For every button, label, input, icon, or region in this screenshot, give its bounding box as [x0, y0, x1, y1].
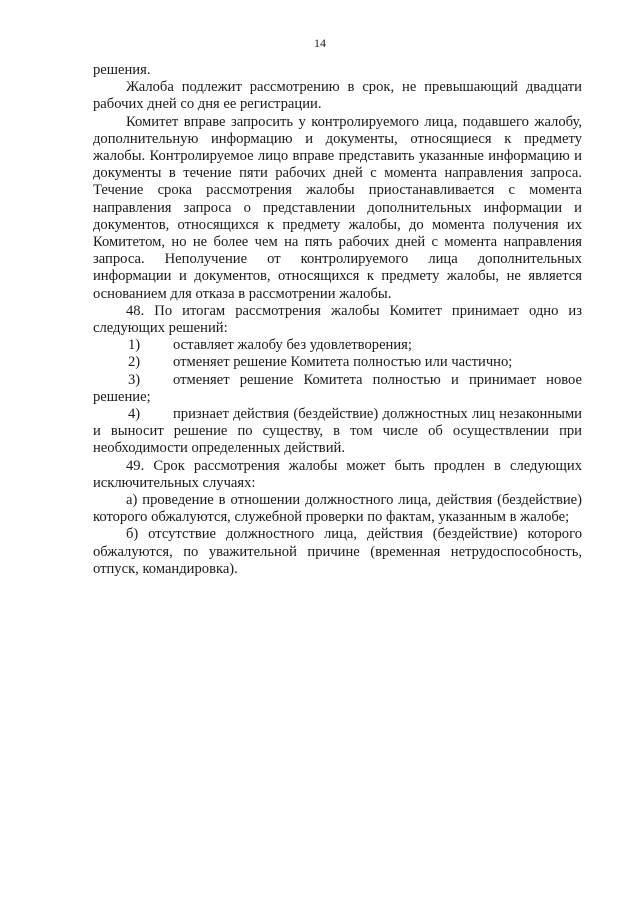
paragraph-48: 48. По итогам рассмотрения жалобы Комитет принимает одно из следующих решений: [93, 302, 582, 337]
decision-item-4 [93, 406, 582, 458]
decision-number: 4) [128, 406, 141, 423]
decision-item-3 [93, 372, 582, 406]
decision-text: оставляет жалобу без удовлетворения; [173, 337, 412, 354]
decision-text: отменяет решение Комитета полностью и принимает новое решение; [93, 371, 582, 405]
decision-number: 2) [128, 354, 141, 371]
decision-number: 1) [128, 337, 141, 354]
paragraph-request-documents: Комитет вправе запросить у контролируемого лица, подавшего жалобу, дополнительную информацию и документы, относящиеся к предмету жалобы. Контролируемое лицо вправе представить указанные информацию и документы в течение пяти рабочих дней с момента направления запроса. Течение срока рассмотрения жалобы приостанавливается с момента направления запроса о представлении дополнительных информации и документов, относящихся к предмету жалобы, до момента получения их Комитетом, но не более чем на пять рабочих дней с момента направления запроса. Неполучение от контролируемого лица дополнительных информации и документов, относящихся к предмету жалобы, не является основанием для отказа в рассмотрении жалобы. [93, 113, 582, 302]
decision-text: признает действия (бездействие) должностных лиц незаконными и выносит решение по существу, в том числе об осуществлении при необходимости определенных действий. [93, 406, 582, 457]
decision-item-2 [93, 354, 582, 371]
document-body [93, 62, 582, 578]
paragraph-complaint-term: Жалоба подлежит рассмотрению в срок, не превышающий двадцати рабочих дней со дня ее регистрации. [93, 79, 582, 113]
page-number: 14 [314, 36, 326, 50]
decision-item-1 [93, 337, 582, 354]
case-a: а) проведение в отношении должностного лица, действия (бездействие) которого обжалуются, служебной проверки по фактам, указанным в жалобе; [93, 492, 582, 526]
paragraph-49: 49. Срок рассмотрения жалобы может быть продлен в следующих исключительных случаях: [93, 457, 582, 491]
decision-number: 3) [128, 371, 141, 388]
paragraph-continuation: решения. [93, 62, 151, 78]
decision-text: отменяет решение Комитета полностью или частично; [173, 354, 513, 371]
case-b: б) отсутствие должностного лица, действия (бездействие) которого обжалуются, по уважительной причине (временная нетрудоспособность, отпуск, командировка). [93, 526, 582, 577]
